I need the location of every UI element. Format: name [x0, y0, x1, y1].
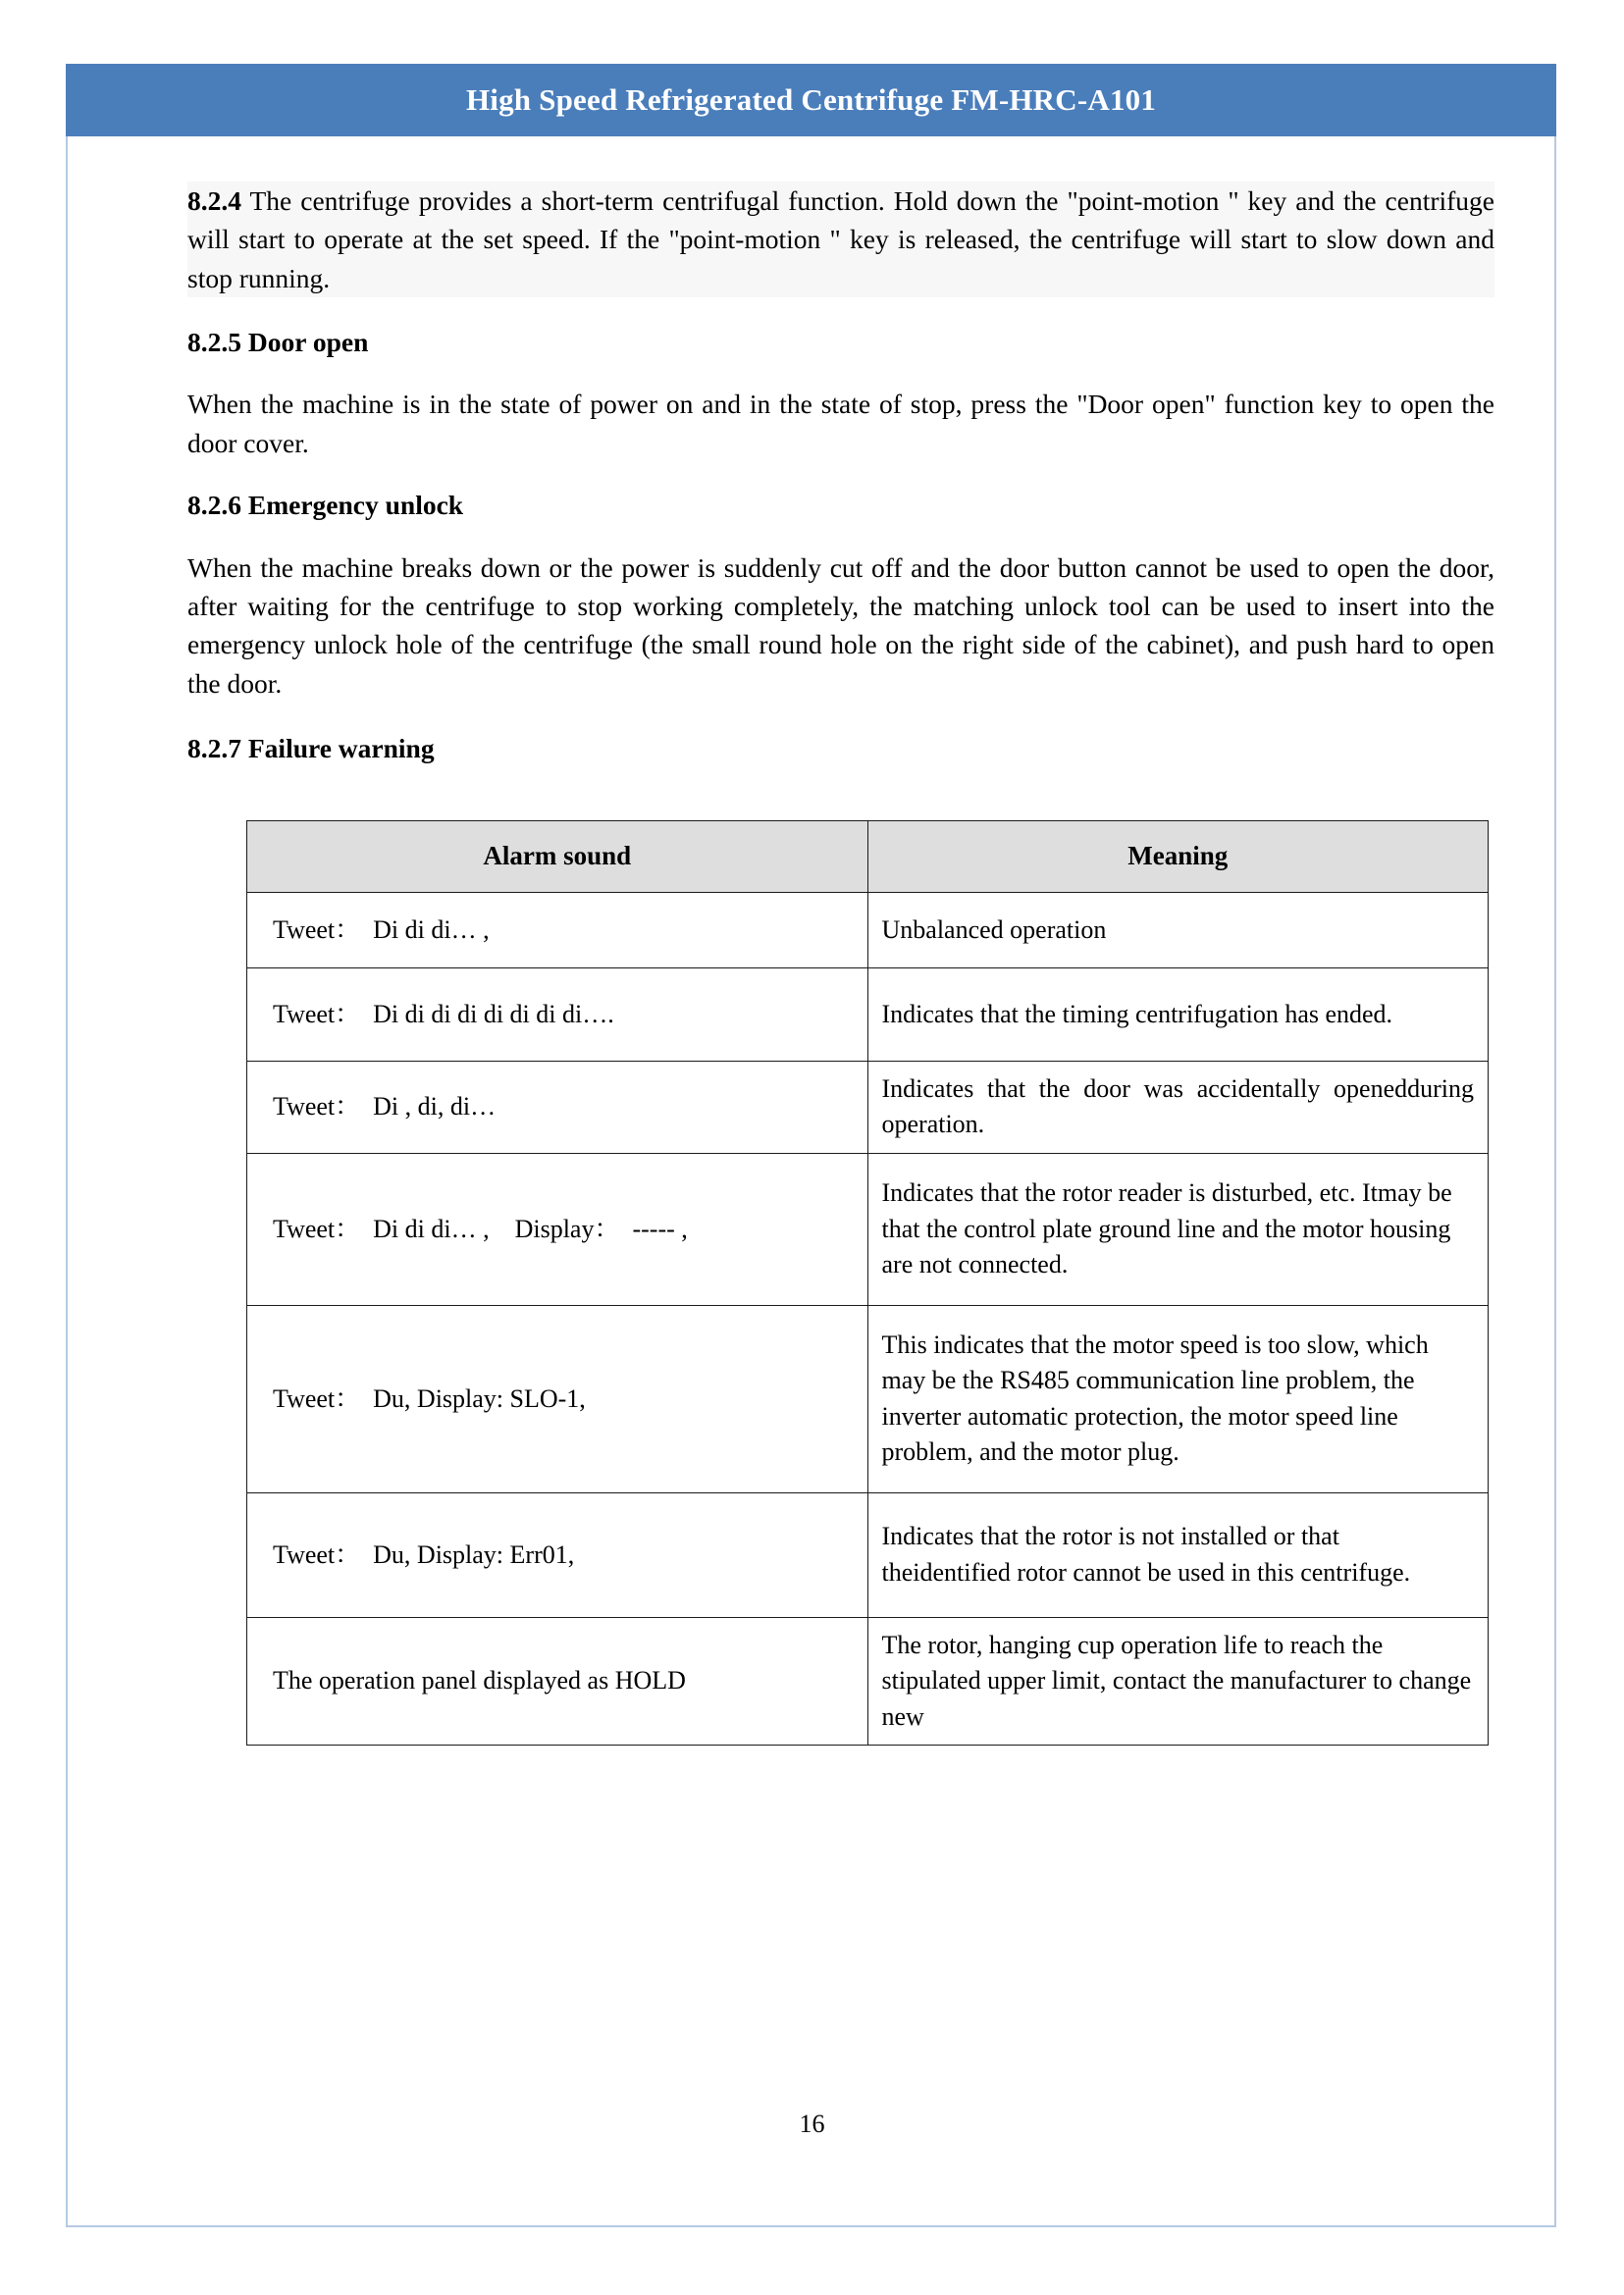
failure-warning-table — [246, 820, 1489, 1746]
page-title: High Speed Refrigerated Centrifuge FM-HRC-A101 — [465, 82, 1157, 117]
cell-alarm-sound: Tweet： Du, Display: SLO-1, — [247, 1305, 868, 1492]
column-header-meaning: Meaning — [867, 821, 1489, 893]
cell-alarm-sound: Tweet： Di di di di di di di di…. — [247, 968, 868, 1062]
table-row — [247, 893, 1489, 968]
paragraph-8-2-4 — [187, 182, 1494, 297]
table-header-row — [247, 821, 1489, 893]
table-row — [247, 968, 1489, 1062]
paragraph-8-2-5: When the machine is in the state of power on and in the state of stop, press the "Door open" function key to open the door cover. — [187, 389, 1494, 458]
cell-meaning: This indicates that the motor speed is too slow, which may be the RS485 communication line problem, the inverter automatic protection, the motor speed line problem, and the motor plug. — [867, 1305, 1489, 1492]
table-row — [247, 1617, 1489, 1745]
failure-warning-table-container — [246, 820, 1489, 1746]
cell-meaning: Unbalanced operation — [867, 893, 1489, 968]
cell-meaning: Indicates that the timing centrifugation has ended. — [867, 968, 1489, 1062]
cell-meaning: Indicates that the rotor reader is disturbed, etc. Itmay be that the control plate ground line and the motor housing are not connected. — [867, 1153, 1489, 1305]
table-head — [247, 821, 1489, 893]
cell-alarm-sound: Tweet： Di , di, di… — [247, 1062, 868, 1154]
cell-alarm-sound: Tweet： Di di di… , Display： ----- , — [247, 1153, 868, 1305]
table-row — [247, 1305, 1489, 1492]
cell-meaning: The rotor, hanging cup operation life to reach the stipulated upper limit, contact the manufacturer to change new — [867, 1617, 1489, 1745]
heading-8-2-6: 8.2.6 Emergency unlock — [187, 490, 464, 521]
document-content — [187, 182, 1494, 767]
table-row — [247, 1062, 1489, 1154]
table-body — [247, 893, 1489, 1746]
column-header-alarm-sound: Alarm sound — [247, 821, 868, 893]
table-row — [247, 1153, 1489, 1305]
paragraph-8-2-6: When the machine breaks down or the power is suddenly cut off and the door button cannot be used to open the door, after waiting for the centrifuge to stop working completely, the matching unlock tool can be used to insert into the emergency unlock hole of the centrifuge (the small round hole on the right side of the cabinet), and push hard to open the door. — [187, 551, 1494, 699]
cell-alarm-sound: Tweet： Du, Display: Err01, — [247, 1492, 868, 1617]
document-header-banner — [66, 64, 1556, 136]
table-row — [247, 1492, 1489, 1617]
heading-8-2-5: 8.2.5 Door open — [187, 326, 369, 357]
cell-alarm-sound: Tweet： Di di di… , — [247, 893, 868, 968]
cell-meaning: Indicates that the rotor is not installed or that theidentified rotor cannot be used in this centrifuge. — [867, 1492, 1489, 1617]
heading-8-2-7: 8.2.7 Failure warning — [187, 732, 435, 763]
cell-alarm-sound: The operation panel displayed as HOLD — [247, 1617, 868, 1745]
section-number-8-2-4: 8.2.4 — [187, 185, 241, 216]
page-number: 16 — [799, 2110, 825, 2138]
paragraph-8-2-4-text: The centrifuge provides a short-term centrifugal function. Hold down the "point-motion " key and the centrifuge will start to operate at the set speed. If the "point-motion " key is released, the centrifuge will start to slow down and stop running. — [187, 185, 1494, 293]
cell-meaning: Indicates that the door was accidentally openedduring operation. — [867, 1062, 1489, 1154]
